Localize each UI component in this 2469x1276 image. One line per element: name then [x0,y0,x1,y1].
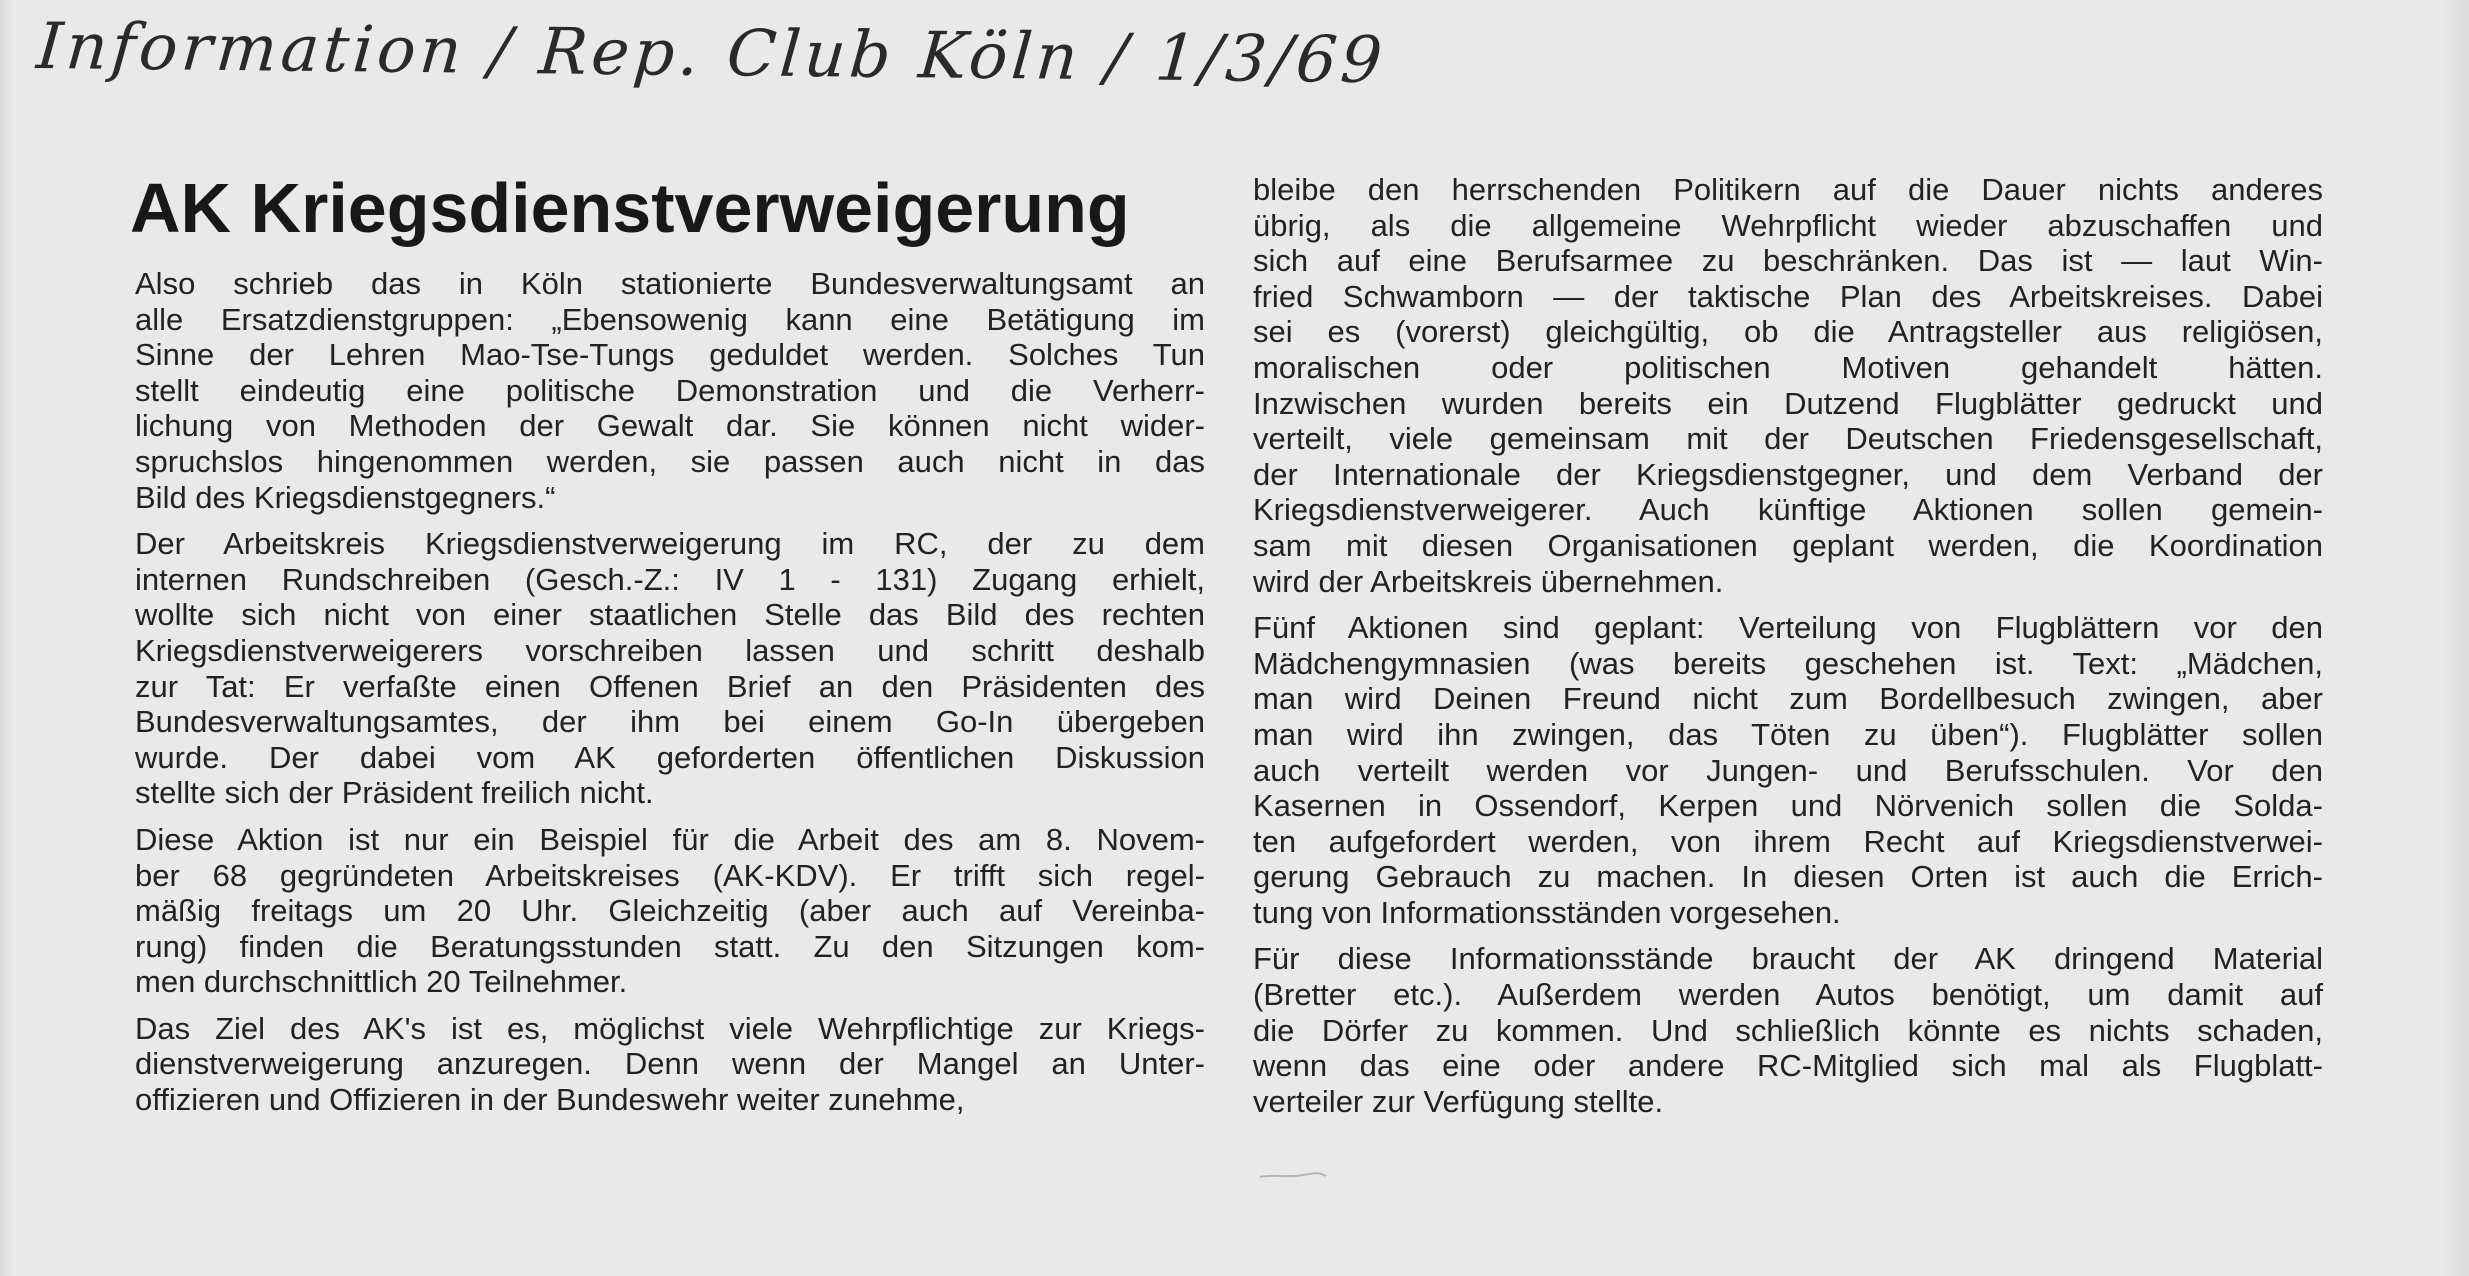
text-line: Der Arbeitskreis Kriegsdienstverweigerung im RC, der zu dem [135,526,1205,562]
text-line: Mädchengymnasien (was bereits geschehen ist. Text: „Mädchen, [1253,645,2323,681]
right-column [1253,172,2323,1130]
text-line: Diese Aktion ist nur ein Beispiel für die Arbeit des am 8. Novem- [135,821,1205,857]
text-line: zur Tat: Er verfaßte einen Offenen Brief an den Präsidenten des [135,668,1205,704]
text-line: stellte sich der Präsident freilich nicht. [135,775,654,811]
article-headline: AK Kriegsdienstverweigerung [130,169,1130,247]
text-line: verteilt, viele gemeinsam mit der Deutschen Friedensgesellschaft, [1253,421,2323,457]
text-line: gerung Gebrauch zu machen. In diesen Orten ist auch die Errich- [1253,859,2323,895]
text-line: wenn das eine oder andere RC-Mitglied sich mal als Flugblatt- [1253,1048,2323,1084]
paragraph [135,1011,1205,1118]
text-line: men durchschnittlich 20 Teilnehmer. [135,964,628,1000]
text-line: Für diese Informationsstände braucht der AK dringend Material [1253,941,2323,977]
left-column [135,266,1205,1129]
text-line: (Bretter etc.). Außerdem werden Autos benötigt, um damit auf [1253,977,2323,1013]
text-line: ber 68 gegründeten Arbeitskreises (AK-KDV). Er trifft sich regel- [135,857,1205,893]
text-line: sich auf eine Berufsarmee zu beschränken. Das ist — laut Win- [1253,243,2323,279]
text-line: moralischen oder politischen Motiven gehandelt hätten. [1253,349,2323,385]
text-line: Inzwischen wurden bereits ein Dutzend Flugblätter gedruckt und [1253,385,2323,421]
paragraph [1253,610,2323,930]
text-line: tung von Informationsständen vorgesehen. [1253,894,1841,930]
paragraph [1253,941,2323,1119]
text-line: Fünf Aktionen sind geplant: Verteilung von Flugblättern vor den [1253,610,2323,646]
text-line: sei es (vorerst) gleichgültig, ob die Antragsteller aus religiösen, [1253,314,2323,350]
text-line: man wird Deinen Freund nicht zum Bordellbesuch zwingen, aber [1253,681,2323,717]
paragraph [135,822,1205,1000]
text-line: offizieren und Offizieren in der Bundeswehr weiter zunehme, [135,1082,965,1118]
text-line: auch verteilt werden vor Jungen- und Berufsschulen. Vor den [1253,752,2323,788]
text-line: dienstverweigerung anzuregen. Denn wenn der Mangel an Unter- [135,1046,1205,1082]
paper-edge-left [0,0,14,1276]
text-line: rung) finden die Beratungsstunden statt. Zu den Sitzungen kom- [135,928,1205,964]
text-line: Also schrieb das in Köln stationierte Bundesverwaltungsamt an [135,266,1205,301]
text-line: man wird ihn zwingen, das Töten zu üben“). Flugblätter sollen [1253,716,2323,752]
text-line: lichung von Methoden der Gewalt dar. Sie können nicht wider- [135,408,1205,444]
text-line: Das Ziel des AK's ist es, möglichst viele Wehrpflichtige zur Kriegs- [135,1010,1205,1046]
text-line: sam mit diesen Organisationen geplant werden, die Koordination [1253,527,2323,563]
handwritten-note: Information / Rep. Club Köln / 1/3/69 [34,10,1389,99]
text-line: ten aufgefordert werden, von ihrem Recht auf Kriegsdienstverwei- [1253,823,2323,859]
text-line: Sinne der Lehren Mao-Tse-Tungs geduldet werden. Solches Tun [135,337,1205,373]
text-line: spruchslos hingenommen werden, sie passen auch nicht in das [135,443,1205,479]
text-line: Kriegsdienstverweigerer. Auch künftige Aktionen sollen gemein- [1253,492,2323,528]
paragraph [135,266,1205,515]
paper-edge-right [2439,0,2469,1276]
text-line: wollte sich nicht von einer staatlichen Stelle das Bild des rechten [135,597,1205,633]
paragraph [1253,172,2323,599]
text-line: übrig, als die allgemeine Wehrpflicht wieder abzuschaffen und [1253,207,2323,243]
text-line: verteiler zur Verfügung stellte. [1253,1083,1664,1119]
text-line: bleibe den herrschenden Politikern auf die Dauer nichts anderes [1253,172,2323,207]
text-line: der Internationale der Kriegsdienstgegner, und dem Verband der [1253,456,2323,492]
text-line: Kriegsdienstverweigerers vorschreiben lassen und schritt deshalb [135,632,1205,668]
pencil-mark [1258,1170,1328,1180]
text-line: fried Schwamborn — der taktische Plan des Arbeitskreises. Dabei [1253,278,2323,314]
text-line: Kasernen in Ossendorf, Kerpen und Nörvenich sollen die Solda- [1253,788,2323,824]
text-line: wurde. Der dabei vom AK geforderten öffentlichen Diskussion [135,739,1205,775]
text-line: mäßig freitags um 20 Uhr. Gleichzeitig (aber auch auf Vereinba- [135,893,1205,929]
text-line: internen Rundschreiben (Gesch.-Z.: IV 1 - 131) Zugang erhielt, [135,561,1205,597]
text-line: wird der Arbeitskreis übernehmen. [1253,563,1724,599]
text-line: stellt eindeutig eine politische Demonstration und die Verherr- [135,372,1205,408]
text-line: Bundesverwaltungsamtes, der ihm bei einem Go-In übergeben [135,704,1205,740]
text-line: alle Ersatzdienstgruppen: „Ebensowenig kann eine Betätigung im [135,301,1205,337]
text-line: die Dörfer zu kommen. Und schließlich könnte es nichts schaden, [1253,1012,2323,1048]
paragraph [135,526,1205,811]
text-line: Bild des Kriegsdienstgegners.“ [135,479,556,515]
